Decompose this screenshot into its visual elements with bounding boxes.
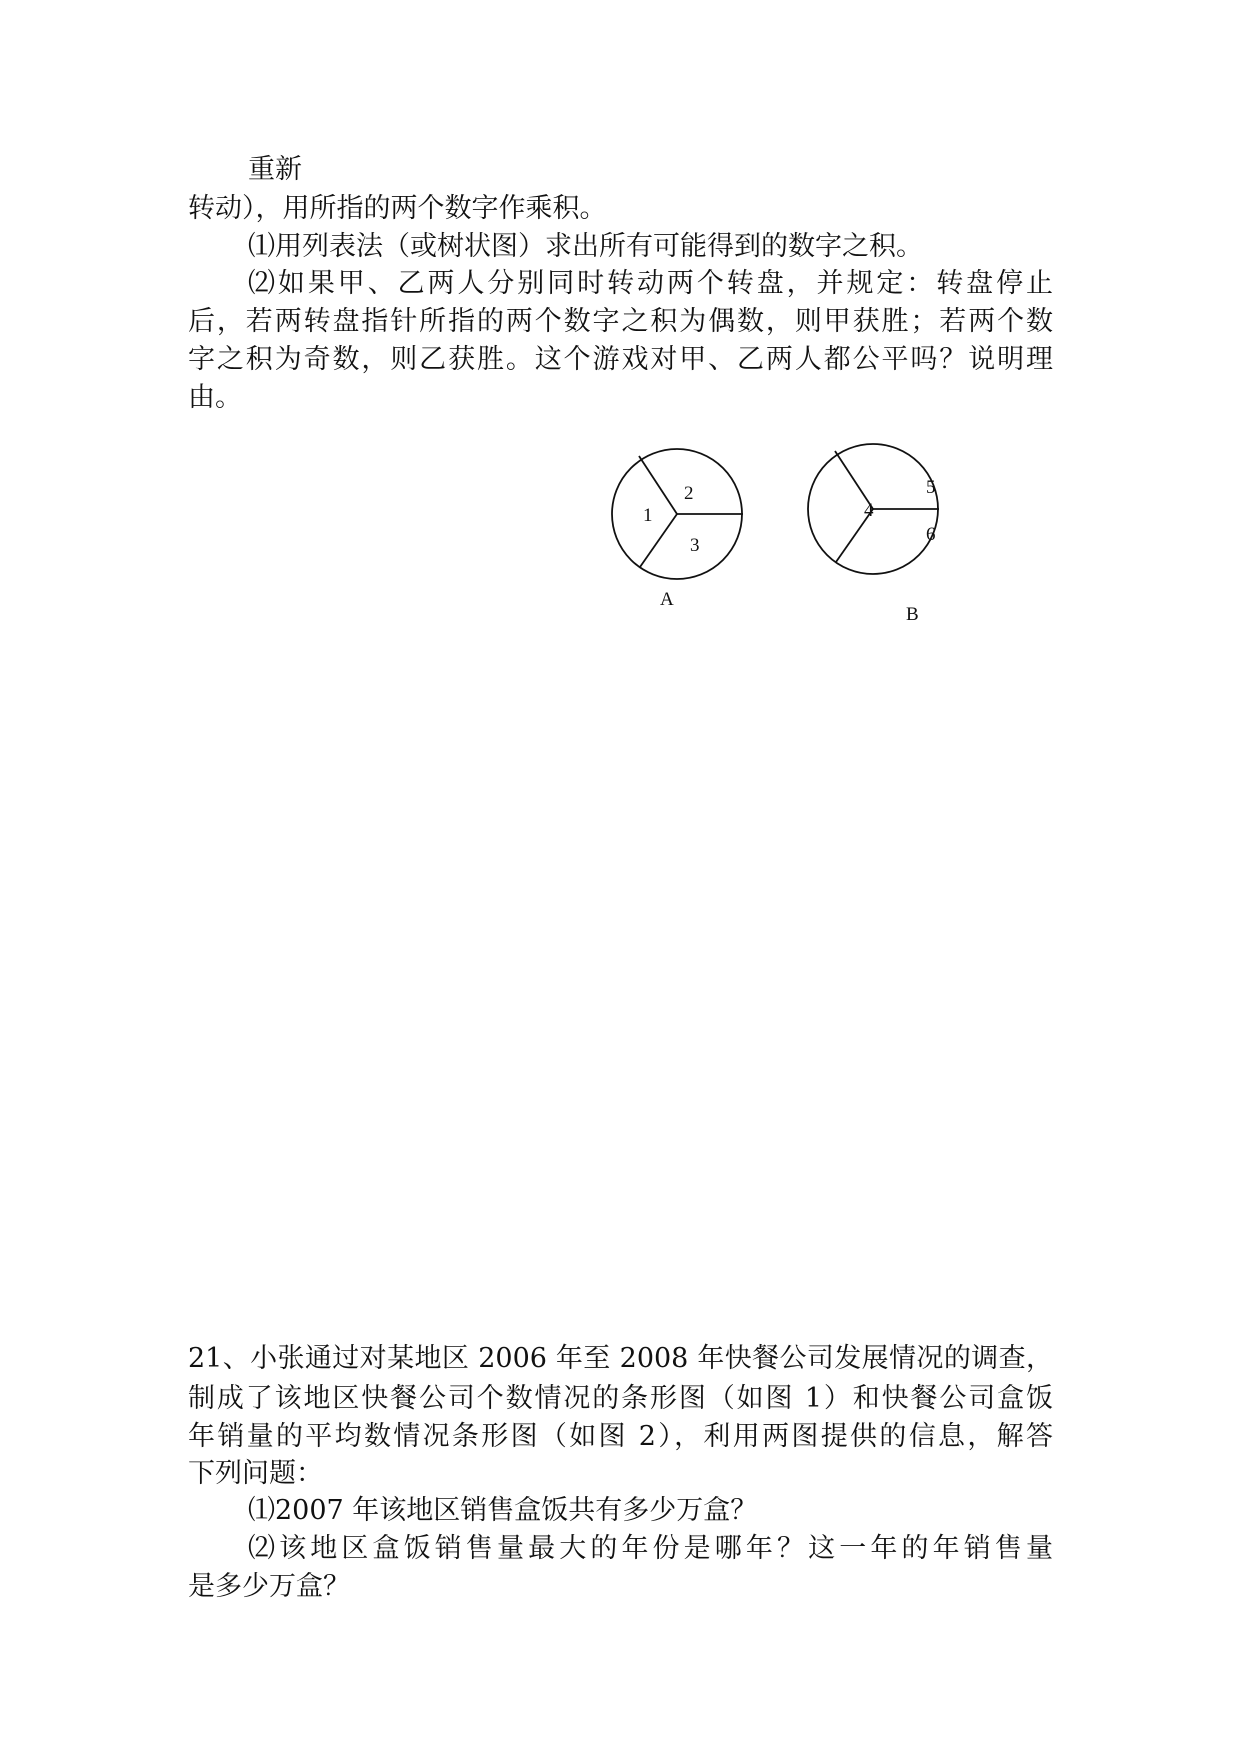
spinner-b-sector-label: 5 [926, 477, 936, 498]
question-2-line: 后，若两转盘指针所指的两个数字之积为偶数，则甲获胜；若两个数 [188, 306, 1053, 337]
spinner-a-sector-label: 3 [690, 535, 700, 556]
question-1: ⑴2007 年该地区销售盒饭共有多少万盒？ [248, 1495, 758, 1526]
problem-21-line: 年销量的平均数情况条形图（如图 2），利用两图提供的信息，解答 [188, 1421, 1053, 1452]
spinner-a-label: A [660, 589, 674, 610]
text-line: 重新 [248, 154, 302, 185]
question-2-line: 字之积为奇数，则乙获胜。这个游戏对甲、乙两人都公平吗？说明理 [188, 344, 1053, 375]
spinner-b-label: B [906, 604, 919, 625]
question-2-line: 是多少万盒？ [188, 1571, 350, 1602]
problem-21-line: 21、小张通过对某地区 2006 年至 2008 年快餐公司发展情况的调查， [188, 1343, 1053, 1374]
spinner-a-circle [612, 449, 742, 579]
problem-21-line: 制成了该地区快餐公司个数情况的条形图（如图 1）和快餐公司盒饭 [188, 1383, 1053, 1414]
question-2-line: 由。 [188, 382, 242, 413]
question-1: ⑴用列表法（或树状图）求出所有可能得到的数字之积。 [248, 231, 923, 262]
spinner-a-sector-label: 2 [684, 483, 694, 504]
question-2-line: ⑵如果甲、乙两人分别同时转动两个转盘，并规定：转盘停止 [248, 268, 1053, 299]
spinner-b-sector-label: 6 [926, 524, 936, 545]
text-line: 转动），用所指的两个数字作乘积。 [188, 193, 607, 224]
spinner-b-sector-label: 4 [864, 500, 874, 521]
spinner-a-sector-label: 1 [643, 505, 653, 526]
question-2-line: ⑵该地区盒饭销售量最大的年份是哪年？这一年的年销售量 [248, 1533, 1053, 1564]
problem-21-line: 下列问题： [188, 1458, 323, 1489]
